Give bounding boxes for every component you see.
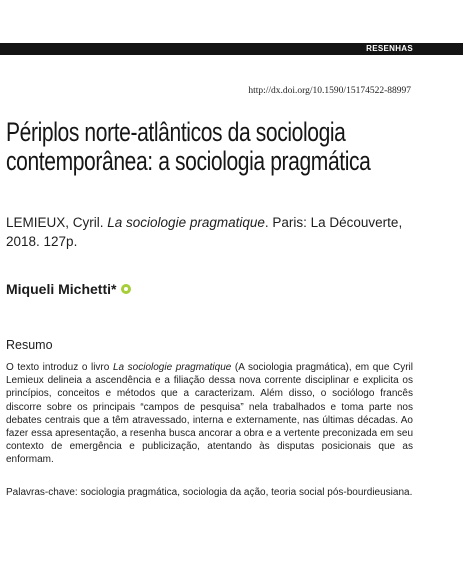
author-name: Miqueli Michetti*: [6, 281, 117, 297]
abstract-text: [6, 361, 413, 467]
doi-link[interactable]: http://dx.doi.org/10.1590/15174522-88997: [248, 86, 411, 96]
article-title-line2: contemporânea: a sociologia pragmática: [6, 146, 371, 176]
abstract-text-start: O texto introduz o livro: [6, 362, 113, 373]
keywords: Palavras-chave: sociologia pragmática, sociologia da ação, teoria social pós-bourdieusiana.: [6, 487, 413, 498]
abstract-heading: Resumo: [6, 338, 53, 352]
author-row: [6, 281, 131, 297]
article-title: [6, 118, 457, 176]
article-title-line1: Périplos norte-atlânticos da sociologia: [6, 117, 346, 147]
section-label: RESENHAS: [366, 44, 413, 53]
abstract-text-rest: (A sociologia pragmática), em que Cyril Lemieux delineia a ascendência e a filiação dessa nova corrente disciplinar e explicita os princípios, conceitos e métodos que a caracterizam. Além disso, o sociólogo francês discorre sobre os principais “campos de pesquisa” nela trabalhados e toma parte nos debates centrais que a têm atravessado, interna e externamente, nas últimas décadas. Ao fazer essa apresentação, a resenha busca ancorar a obra e a vertente preconizada em seu contexto de emergência e publicização, atentando às disputas posicionais que as enformam.: [6, 362, 413, 466]
section-header-bar: [0, 43, 463, 55]
citation-publication: . Paris: La Découverte, 2018. 127p.: [6, 215, 403, 249]
abstract-book-title: La sociologie pragmatique: [112, 362, 232, 373]
citation-author: LEMIEUX, Cyril.: [6, 215, 108, 230]
book-citation: [6, 213, 416, 251]
orcid-icon[interactable]: [121, 284, 131, 294]
citation-book-title: La sociologie pragmatique: [107, 215, 265, 230]
